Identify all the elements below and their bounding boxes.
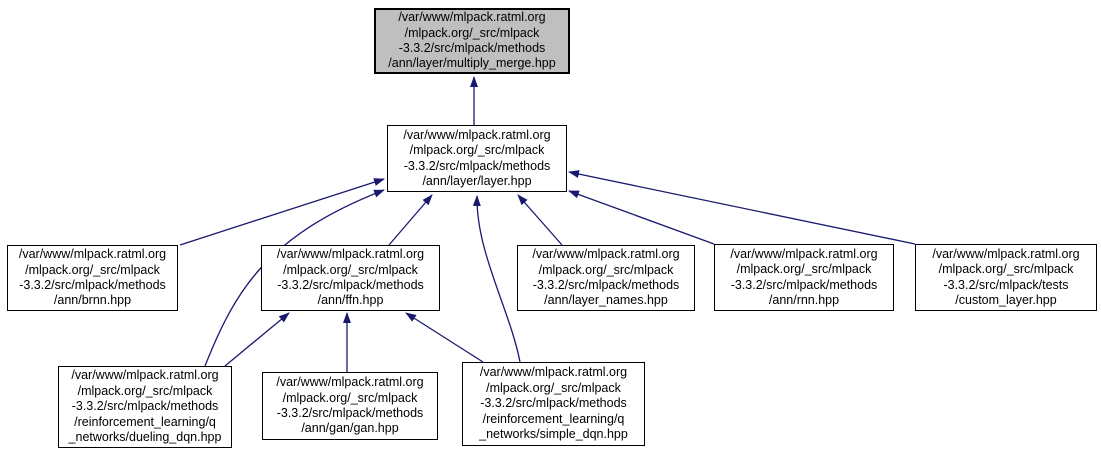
node-path-line: /var/www/mlpack.ratml.org [276,375,424,390]
node-path-line: /var/www/mlpack.ratml.org [71,368,219,383]
node-path-line: /var/www/mlpack.ratml.org [276,247,425,262]
node-path-line: /reinforcement_learning/q [74,414,216,429]
node-path-line: /ann/rnn.hpp [768,292,840,307]
graph-node-ffn[interactable] [261,245,440,311]
edge-simple-dqn-to-layer [477,196,520,362]
node-path-line: /mlpack.org/_src/mlpack [486,380,621,395]
node-path-line: /mlpack.org/_src/mlpack [736,262,872,277]
node-path-line: /ann/brnn.hpp [53,293,132,308]
node-path-line: /var/www/mlpack.ratml.org [932,246,1080,261]
graph-node-rnn[interactable] [714,244,894,311]
node-path-line: -3.3.2/src/mlpack/methods [403,158,551,173]
node-path-line: /mlpack.org/_src/mlpack [404,25,540,40]
node-path-line: /var/www/mlpack.ratml.org [479,365,628,380]
node-path-line: /var/www/mlpack.ratml.org [403,127,551,142]
node-path-line: /mlpack.org/_src/mlpack [938,262,1074,277]
node-path-line: -3.3.2/src/mlpack/methods [398,41,546,55]
node-path-line: -3.3.2/src/mlpack/methods [730,277,878,292]
edge-simple-dqn-to-ffn [406,313,483,362]
node-path-line: /mlpack.org/_src/mlpack [409,143,545,158]
node-path-line: /custom_layer.hpp [955,292,1057,307]
edge-brnn-to-layer [180,179,384,245]
graph-node-gan[interactable] [262,372,438,440]
graph-node-multiply-merge[interactable] [374,8,570,74]
node-path-line: -3.3.2/src/mlpack/tests [943,277,1069,292]
node-path-line: /mlpack.org/_src/mlpack [25,262,160,277]
node-path-line: /var/www/mlpack.ratml.org [532,247,680,262]
edge-custom-layer-to-layer [569,172,915,244]
edge-dueling-dqn-to-ffn [225,313,289,366]
edge-rnn-to-layer [569,191,714,244]
node-path-line: /var/www/mlpack.ratml.org [730,246,878,261]
graph-node-custom-layer[interactable] [915,244,1097,311]
graph-node-layer-names[interactable] [517,245,695,311]
node-path-line: /mlpack.org/_src/mlpack [77,383,213,398]
node-path-line: _networks/dueling_dqn.hpp [68,430,222,445]
graph-node-layer[interactable] [387,125,567,192]
node-path-line: /var/www/mlpack.ratml.org [398,10,546,25]
node-path-line: -3.3.2/src/mlpack/methods [19,278,166,292]
node-path-line: /ann/layer_names.hpp [544,293,668,308]
graph-node-brnn[interactable] [7,245,178,311]
node-path-line: /ann/layer/layer.hpp [422,173,532,188]
node-path-line: /reinforcement_learning/q [482,411,625,426]
node-path-line: /ann/gan/gan.hpp [301,421,399,436]
node-path-line: /var/www/mlpack.ratml.org [18,247,167,262]
node-path-line: /ann/layer/multiply_merge.hpp [388,56,556,71]
edge-layer-names-to-layer [518,195,562,245]
node-path-line: _networks/simple_dqn.hpp [479,427,628,442]
node-path-line: -3.3.2/src/mlpack/methods [532,278,680,292]
node-path-line: /mlpack.org/_src/mlpack [283,262,418,277]
node-path-line: -3.3.2/src/mlpack/methods [276,406,424,420]
node-path-line: -3.3.2/src/mlpack/methods [480,396,627,411]
node-path-line: -3.3.2/src/mlpack/methods [71,399,219,414]
node-path-line: /mlpack.org/_src/mlpack [282,390,418,405]
graph-node-simple-dqn[interactable] [462,362,645,446]
graph-node-dueling-dqn[interactable] [58,366,232,448]
node-path-line: -3.3.2/src/mlpack/methods [277,278,424,292]
node-path-line: /mlpack.org/_src/mlpack [538,262,674,277]
node-path-line: /ann/ffn.hpp [317,293,384,308]
edge-ffn-to-layer [389,195,432,245]
